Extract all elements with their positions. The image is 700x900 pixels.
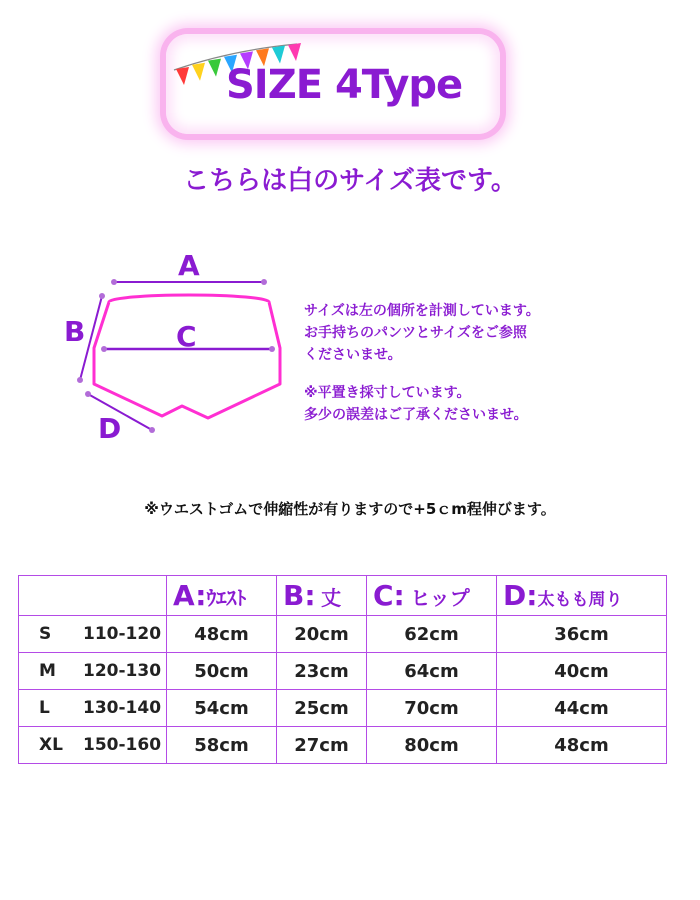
label-c: C [176, 320, 197, 353]
flat-note-line: 多少の誤差はご了承くださいませ。 [304, 407, 528, 423]
waist-cell: 48cm [167, 616, 277, 653]
measure-note-line: お手持ちのパンツとサイズをご参照 [304, 325, 527, 341]
measure-note-line: サイズは左の個所を計測しています。 [304, 303, 540, 319]
table-row [19, 616, 667, 653]
measure-note-line: くださいませ。 [304, 347, 402, 363]
hip-cell: 62cm [367, 616, 497, 653]
hip-cell: 70cm [367, 690, 497, 727]
thigh-cell: 44cm [497, 690, 667, 727]
hip-cell: 80cm [367, 727, 497, 764]
length-cell: 25cm [277, 690, 367, 727]
header-hip: C: ヒップ [367, 576, 497, 616]
waist-cell: 54cm [167, 690, 277, 727]
size-cell: M 120-130 [19, 653, 167, 690]
label-d: D [98, 412, 122, 445]
table-row [19, 653, 667, 690]
measure-note [304, 300, 540, 366]
thigh-cell: 48cm [497, 727, 667, 764]
label-a: A [178, 249, 200, 282]
page-subtitle: こちらは白のサイズ表です。 [183, 166, 517, 196]
thigh-cell: 36cm [497, 616, 667, 653]
header-size [19, 576, 167, 616]
table-row [19, 727, 667, 764]
bunting-flag [272, 46, 285, 64]
label-b: B [64, 315, 86, 348]
header-waist: A:ｳｴｽﾄ [167, 576, 277, 616]
size-cell: L 130-140 [19, 690, 167, 727]
table-header-row [19, 576, 667, 616]
length-cell: 23cm [277, 653, 367, 690]
size-cell: XL 150-160 [19, 727, 167, 764]
measurement-diagram [58, 244, 298, 448]
flat-measure-note [304, 382, 528, 426]
bunting-flag [288, 43, 301, 61]
bunting-flag [176, 67, 189, 85]
header-length: B: 丈 [277, 576, 367, 616]
page-title: SIZE 4Type [226, 62, 463, 108]
length-cell: 27cm [277, 727, 367, 764]
waist-cell: 50cm [167, 653, 277, 690]
size-cell: S 110-120 [19, 616, 167, 653]
bunting-flag [192, 63, 205, 81]
hip-cell: 64cm [367, 653, 497, 690]
waist-cell: 58cm [167, 727, 277, 764]
size-table [18, 575, 667, 764]
length-cell: 20cm [277, 616, 367, 653]
table-row [19, 690, 667, 727]
thigh-cell: 40cm [497, 653, 667, 690]
header-thigh: D:太もも周り [497, 576, 667, 616]
bunting-flag [208, 59, 221, 77]
flat-note-line: ※平置き採寸しています。 [304, 385, 471, 401]
stretch-note: ※ウエストゴムで伸縮性が有りますので+5ｃm程伸びます。 [144, 500, 556, 518]
